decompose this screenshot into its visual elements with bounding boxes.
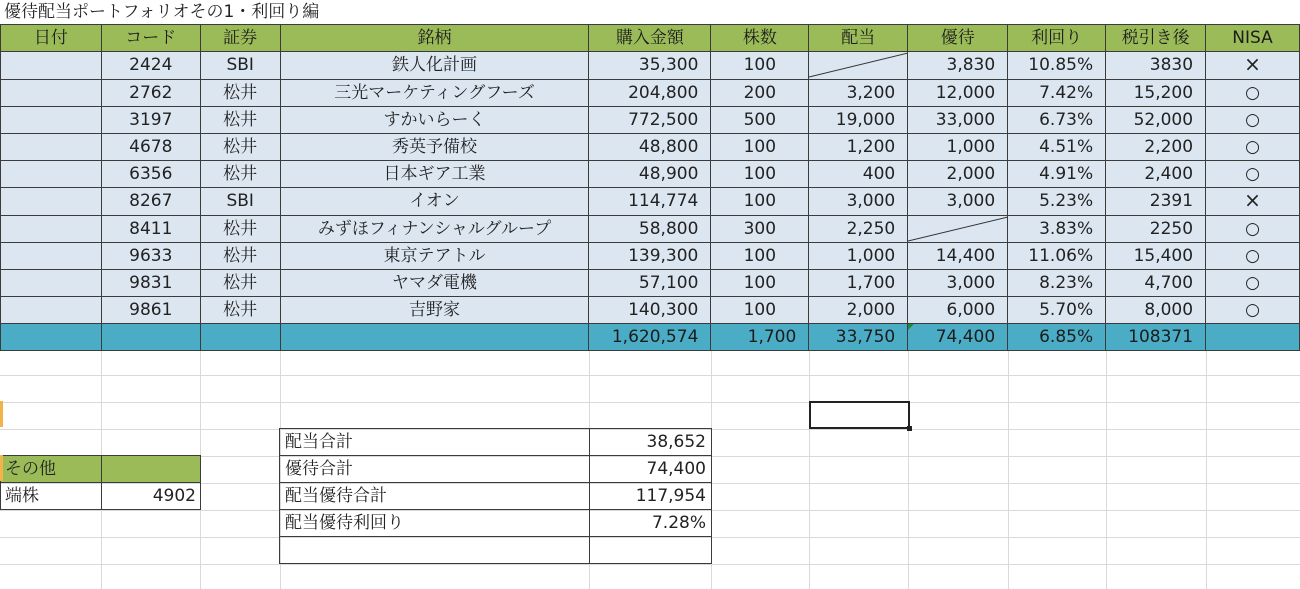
dividend-cell[interactable] (809, 80, 908, 107)
shares-cell[interactable] (711, 216, 809, 243)
broker-cell-value: 松井 (223, 272, 258, 293)
yutai-cell-value: 6,000 (946, 299, 996, 320)
name-cell[interactable] (280, 270, 589, 297)
shares-cell-value: 200 (743, 82, 777, 103)
yutai-cell[interactable] (908, 188, 1008, 216)
summary-label[interactable]: 優待合計 (280, 456, 590, 483)
summary-value[interactable]: 7.28% (590, 510, 712, 537)
header-date[interactable]: 日付 (1, 25, 102, 52)
yield-cell[interactable] (1008, 270, 1106, 297)
amount-cell-value: 57,100 (638, 272, 699, 293)
code-cell-value: 8411 (129, 218, 173, 239)
header-code[interactable]: コード (101, 25, 200, 52)
header-yield[interactable]: 利回り (1008, 25, 1106, 52)
dividend-cell[interactable] (809, 297, 908, 324)
yutai-cell-value: 2,000 (946, 163, 996, 184)
shares-cell[interactable] (711, 270, 809, 297)
summary-row (280, 429, 712, 456)
shares-cell-value: 100 (743, 191, 777, 211)
dividend-cell-value: 2,000 (846, 299, 896, 320)
yield-cell-value: 5.23% (1039, 191, 1094, 211)
yield-cell[interactable] (1008, 243, 1106, 270)
after-tax-cell-value: 2391 (1149, 191, 1194, 211)
summary-label[interactable]: 配当優待利回り (280, 510, 590, 537)
yutai-cell[interactable] (908, 80, 1008, 107)
summary-value[interactable]: 38,652 (590, 429, 712, 456)
after-tax-cell-value: 15,200 (1133, 82, 1194, 103)
amount-cell-value: 35,300 (638, 55, 699, 75)
broker-cell[interactable] (200, 52, 280, 80)
broker-cell[interactable] (200, 297, 280, 324)
code-cell-value: 3197 (129, 109, 173, 130)
dividend-cell-value: 1,200 (846, 136, 896, 157)
yield-cell[interactable] (1008, 188, 1106, 216)
name-cell[interactable] (280, 297, 589, 324)
after-tax-cell[interactable] (1106, 52, 1206, 80)
code-cell[interactable] (101, 107, 200, 134)
nisa-cell[interactable] (1206, 52, 1300, 80)
yutai-cell[interactable] (908, 107, 1008, 134)
shares-cell[interactable] (711, 80, 809, 107)
broker-cell[interactable] (200, 270, 280, 297)
after-tax-cell[interactable] (1106, 107, 1206, 134)
nisa-cell[interactable] (1206, 297, 1300, 324)
yield-cell-value: 11.06% (1028, 245, 1094, 266)
amount-cell[interactable] (589, 216, 711, 243)
shares-cell-value: 100 (743, 136, 777, 157)
header-nisa[interactable]: NISA (1206, 25, 1300, 52)
summary-row (280, 537, 712, 564)
yield-cell[interactable] (1008, 216, 1106, 243)
nisa-cell[interactable] (1206, 134, 1300, 161)
after-tax-cell[interactable] (1106, 243, 1206, 270)
shares-cell[interactable] (711, 161, 809, 188)
after-tax-cell[interactable] (1106, 161, 1206, 188)
after-tax-cell-value: 15,400 (1133, 245, 1194, 266)
sheet-title: 優待配当ポートフォリオその1・利回り編 (4, 2, 320, 22)
code-cell-value: 9633 (129, 245, 173, 266)
after-tax-cell[interactable] (1106, 216, 1206, 243)
total-shares[interactable]: 1,700 (711, 324, 809, 351)
nisa-cell[interactable] (1206, 216, 1300, 243)
after-tax-cell-value: 8,000 (1144, 299, 1194, 320)
row-header-marker (0, 401, 3, 427)
nisa-cell[interactable] (1206, 161, 1300, 188)
amount-cell[interactable] (589, 161, 711, 188)
shares-cell-value: 100 (743, 163, 777, 184)
amount-cell-value: 772,500 (628, 109, 699, 130)
shares-cell-value: 300 (743, 218, 777, 239)
dividend-cell[interactable] (809, 107, 908, 134)
nisa-cell-value: ○ (1245, 136, 1260, 157)
date-cell[interactable] (1, 107, 102, 134)
dividend-cell[interactable] (809, 216, 908, 243)
nisa-cell-value: × (1244, 52, 1261, 76)
broker-cell[interactable] (200, 80, 280, 107)
yield-cell-value: 6.73% (1039, 109, 1094, 130)
header-yutai[interactable]: 優待 (908, 25, 1008, 52)
code-cell[interactable] (101, 297, 200, 324)
table-header-row (1, 25, 1300, 52)
table-row (1, 80, 1300, 107)
amount-cell-value: 140,300 (628, 299, 699, 320)
name-cell[interactable] (280, 243, 589, 270)
yutai-cell-value: 1,000 (946, 136, 996, 157)
total-name-cell[interactable] (280, 324, 589, 351)
after-tax-cell-value: 2,200 (1144, 136, 1194, 157)
name-cell[interactable] (280, 107, 589, 134)
yutai-cell-value: 14,400 (935, 245, 996, 266)
yutai-cell-value: 12,000 (935, 82, 996, 103)
yutai-cell[interactable] (908, 52, 1008, 80)
code-cell[interactable] (101, 243, 200, 270)
name-cell-value: ヤマダ電機 (392, 272, 478, 293)
summary-value[interactable]: 74,400 (590, 456, 712, 483)
broker-cell-value: 松井 (223, 245, 258, 266)
table-row (1, 134, 1300, 161)
dividend-cell[interactable] (809, 188, 908, 216)
nisa-cell-value: ○ (1245, 299, 1260, 320)
yutai-cell-value: 33,000 (935, 109, 996, 130)
amount-cell-value: 114,774 (628, 191, 699, 211)
summary-row (280, 483, 712, 510)
table-row (1, 107, 1300, 134)
diagonal-line (809, 52, 907, 79)
total-broker-cell[interactable] (200, 324, 280, 351)
other-row (1, 483, 201, 510)
yutai-cell-value: 3,000 (946, 272, 996, 293)
after-tax-cell-value: 2250 (1149, 218, 1194, 239)
table-row (1, 270, 1300, 297)
code-cell[interactable] (101, 188, 200, 216)
after-tax-cell-value: 2,400 (1144, 163, 1194, 184)
nisa-cell-value: × (1244, 188, 1261, 212)
amount-cell[interactable] (589, 297, 711, 324)
row-header-marker (0, 455, 3, 481)
shares-cell-value: 100 (743, 272, 777, 293)
odd-lot-value[interactable]: 4902 (102, 483, 201, 510)
after-tax-cell-value: 4,700 (1144, 272, 1194, 293)
code-cell[interactable] (101, 161, 200, 188)
table-row (1, 297, 1300, 324)
nisa-cell[interactable] (1206, 188, 1300, 216)
yutai-cell[interactable] (908, 243, 1008, 270)
dividend-cell-value: 19,000 (835, 109, 896, 130)
after-tax-cell-value: 52,000 (1133, 109, 1194, 130)
yield-cell-value: 4.91% (1039, 163, 1094, 184)
after-tax-cell[interactable] (1106, 270, 1206, 297)
header-after-tax[interactable]: 税引き後 (1106, 25, 1206, 52)
dividend-cell[interactable] (809, 243, 908, 270)
amount-cell-value: 58,800 (638, 218, 699, 239)
summary-row (280, 510, 712, 537)
after-tax-cell[interactable] (1106, 134, 1206, 161)
nisa-cell-value: ○ (1245, 82, 1260, 103)
broker-cell-value: SBI (226, 55, 254, 75)
name-cell-value: すかいらーく (383, 109, 486, 130)
table-row (1, 243, 1300, 270)
summary-row (280, 456, 712, 483)
total-yutai-value: 74,400 (935, 326, 996, 347)
amount-cell-value: 139,300 (628, 245, 699, 266)
header-name[interactable]: 銘柄 (280, 25, 589, 52)
yield-cell[interactable] (1008, 161, 1106, 188)
shares-cell-value: 500 (743, 109, 777, 130)
total-amount[interactable]: 1,620,574 (589, 324, 711, 351)
dividend-cell[interactable] (809, 134, 908, 161)
nisa-cell[interactable] (1206, 243, 1300, 270)
name-cell[interactable] (280, 216, 589, 243)
shares-cell[interactable] (711, 243, 809, 270)
name-cell-value: 鉄人化計画 (392, 55, 478, 75)
name-cell[interactable] (280, 80, 589, 107)
error-indicator-icon (908, 324, 914, 330)
dividend-cell-value: 1,700 (846, 272, 896, 293)
amount-cell-value: 48,800 (638, 136, 699, 157)
amount-cell[interactable] (589, 52, 711, 80)
name-cell[interactable] (280, 52, 589, 80)
dividend-cell-value: 3,200 (846, 82, 896, 103)
odd-lot-label[interactable]: 端株 (1, 483, 102, 510)
broker-cell-value: 松井 (223, 163, 258, 184)
yield-cell-value: 7.42% (1039, 82, 1094, 103)
shares-cell[interactable] (711, 297, 809, 324)
total-dividend[interactable]: 33,750 (809, 324, 908, 351)
selected-cell[interactable] (809, 401, 910, 429)
broker-cell[interactable] (200, 243, 280, 270)
amount-cell[interactable] (589, 188, 711, 216)
code-cell[interactable] (101, 80, 200, 107)
yield-cell-value: 8.23% (1039, 272, 1094, 293)
nisa-cell-value: ○ (1245, 245, 1260, 266)
summary-table (279, 428, 712, 564)
amount-cell[interactable] (589, 80, 711, 107)
yield-cell[interactable] (1008, 134, 1106, 161)
other-header-blank[interactable] (102, 456, 201, 483)
yield-cell-value: 5.70% (1039, 299, 1094, 320)
code-cell-value: 9831 (129, 272, 173, 293)
dividend-cell[interactable] (809, 270, 908, 297)
yutai-cell[interactable] (908, 216, 1008, 243)
total-yield[interactable]: 6.85% (1008, 324, 1106, 351)
dividend-cell-value: 1,000 (846, 245, 896, 266)
fill-handle[interactable] (907, 426, 912, 431)
date-cell[interactable] (1, 243, 102, 270)
yutai-cell[interactable] (908, 297, 1008, 324)
yield-cell[interactable] (1008, 297, 1106, 324)
amount-cell-value: 48,900 (638, 163, 699, 184)
summary-value[interactable]: 117,954 (590, 483, 712, 510)
total-after-tax[interactable]: 108371 (1106, 324, 1206, 351)
nisa-cell[interactable] (1206, 270, 1300, 297)
broker-cell[interactable] (200, 161, 280, 188)
broker-cell-value: 松井 (223, 299, 258, 320)
name-cell[interactable] (280, 161, 589, 188)
broker-cell-value: 松井 (223, 136, 258, 157)
portfolio-table (0, 24, 1300, 351)
code-cell-value: 2762 (129, 82, 173, 103)
name-cell-value: イオン (409, 191, 460, 211)
code-cell[interactable] (101, 52, 200, 80)
header-dividend[interactable]: 配当 (809, 25, 908, 52)
table-row (1, 216, 1300, 243)
other-header-row (1, 456, 201, 483)
broker-cell-value: 松井 (223, 82, 258, 103)
nisa-cell[interactable] (1206, 107, 1300, 134)
broker-cell[interactable] (200, 216, 280, 243)
after-tax-cell[interactable] (1106, 297, 1206, 324)
broker-cell-value: SBI (226, 191, 254, 211)
broker-cell-value: 松井 (223, 109, 258, 130)
date-cell[interactable] (1, 161, 102, 188)
date-cell[interactable] (1, 134, 102, 161)
broker-cell-value: 松井 (223, 218, 258, 239)
code-cell[interactable] (101, 134, 200, 161)
name-cell-value: 三光マーケティングフーズ (334, 82, 535, 103)
yield-cell[interactable] (1008, 52, 1106, 80)
nisa-cell-value: ○ (1245, 218, 1260, 239)
date-cell[interactable] (1, 297, 102, 324)
nisa-cell[interactable] (1206, 80, 1300, 107)
date-cell[interactable] (1, 80, 102, 107)
table-row (1, 161, 1300, 188)
name-cell-value: 吉野家 (409, 299, 461, 320)
shares-cell[interactable] (711, 134, 809, 161)
total-date-cell[interactable] (1, 324, 102, 351)
yutai-cell[interactable] (908, 270, 1008, 297)
total-code-cell[interactable] (101, 324, 200, 351)
shares-cell-value: 100 (743, 245, 777, 266)
dividend-cell[interactable] (809, 52, 908, 80)
code-cell-value: 8267 (129, 191, 173, 211)
summary-label[interactable]: 配当合計 (280, 429, 590, 456)
summary-value[interactable] (590, 537, 712, 564)
code-cell-value: 2424 (129, 55, 173, 75)
broker-cell[interactable] (200, 134, 280, 161)
after-tax-cell[interactable] (1106, 188, 1206, 216)
yield-cell-value: 10.85% (1028, 55, 1094, 75)
shares-cell[interactable] (711, 188, 809, 216)
name-cell-value: みずほフィナンシャルグループ (317, 218, 552, 239)
dividend-cell[interactable] (809, 161, 908, 188)
table-row (1, 188, 1300, 216)
dividend-cell-value: 2,250 (846, 218, 896, 239)
name-cell-value: 日本ギア工業 (383, 163, 486, 184)
nisa-cell-value: ○ (1245, 163, 1260, 184)
shares-cell-value: 100 (743, 299, 777, 320)
code-cell-value: 6356 (129, 163, 173, 184)
name-cell[interactable] (280, 134, 589, 161)
amount-cell-value: 204,800 (628, 82, 699, 103)
shares-cell-value: 100 (743, 55, 777, 75)
other-table (0, 455, 201, 510)
broker-cell[interactable] (200, 107, 280, 134)
name-cell[interactable] (280, 188, 589, 216)
code-cell[interactable] (101, 216, 200, 243)
amount-cell[interactable] (589, 243, 711, 270)
yutai-cell[interactable] (908, 161, 1008, 188)
summary-label[interactable] (280, 537, 590, 564)
date-cell[interactable] (1, 270, 102, 297)
nisa-cell-value: ○ (1245, 109, 1260, 130)
code-cell-value: 4678 (129, 136, 173, 157)
yield-cell[interactable] (1008, 107, 1106, 134)
total-yutai[interactable] (908, 324, 1008, 351)
date-cell[interactable] (1, 52, 102, 80)
date-cell[interactable] (1, 216, 102, 243)
amount-cell[interactable] (589, 270, 711, 297)
other-header[interactable]: その他 (1, 456, 102, 483)
header-amount[interactable]: 購入金額 (589, 25, 711, 52)
nisa-cell-value: ○ (1245, 272, 1260, 293)
name-cell-value: 東京テアトル (383, 245, 486, 266)
after-tax-cell[interactable] (1106, 80, 1206, 107)
date-cell[interactable] (1, 188, 102, 216)
code-cell-value: 9861 (129, 299, 173, 320)
name-cell-value: 秀英予備校 (392, 136, 478, 157)
amount-cell[interactable] (589, 107, 711, 134)
header-shares[interactable]: 株数 (711, 25, 809, 52)
dividend-cell-value: 3,000 (846, 191, 896, 211)
after-tax-cell-value: 3830 (1149, 55, 1194, 75)
broker-cell[interactable] (200, 188, 280, 216)
yutai-cell-value: 3,000 (946, 191, 996, 211)
total-nisa-cell[interactable] (1206, 324, 1300, 351)
shares-cell[interactable] (711, 52, 809, 80)
summary-label[interactable]: 配当優待合計 (280, 483, 590, 510)
shares-cell[interactable] (711, 107, 809, 134)
table-row (1, 52, 1300, 80)
yutai-cell[interactable] (908, 134, 1008, 161)
totals-row (1, 324, 1300, 351)
amount-cell[interactable] (589, 134, 711, 161)
diagonal-line (908, 216, 1007, 243)
yield-cell[interactable] (1008, 80, 1106, 107)
yield-cell-value: 4.51% (1039, 136, 1094, 157)
header-broker[interactable]: 証券 (200, 25, 280, 52)
yutai-cell-value: 3,830 (946, 55, 996, 75)
dividend-cell-value: 400 (862, 163, 896, 184)
code-cell[interactable] (101, 270, 200, 297)
yield-cell-value: 3.83% (1039, 218, 1094, 239)
